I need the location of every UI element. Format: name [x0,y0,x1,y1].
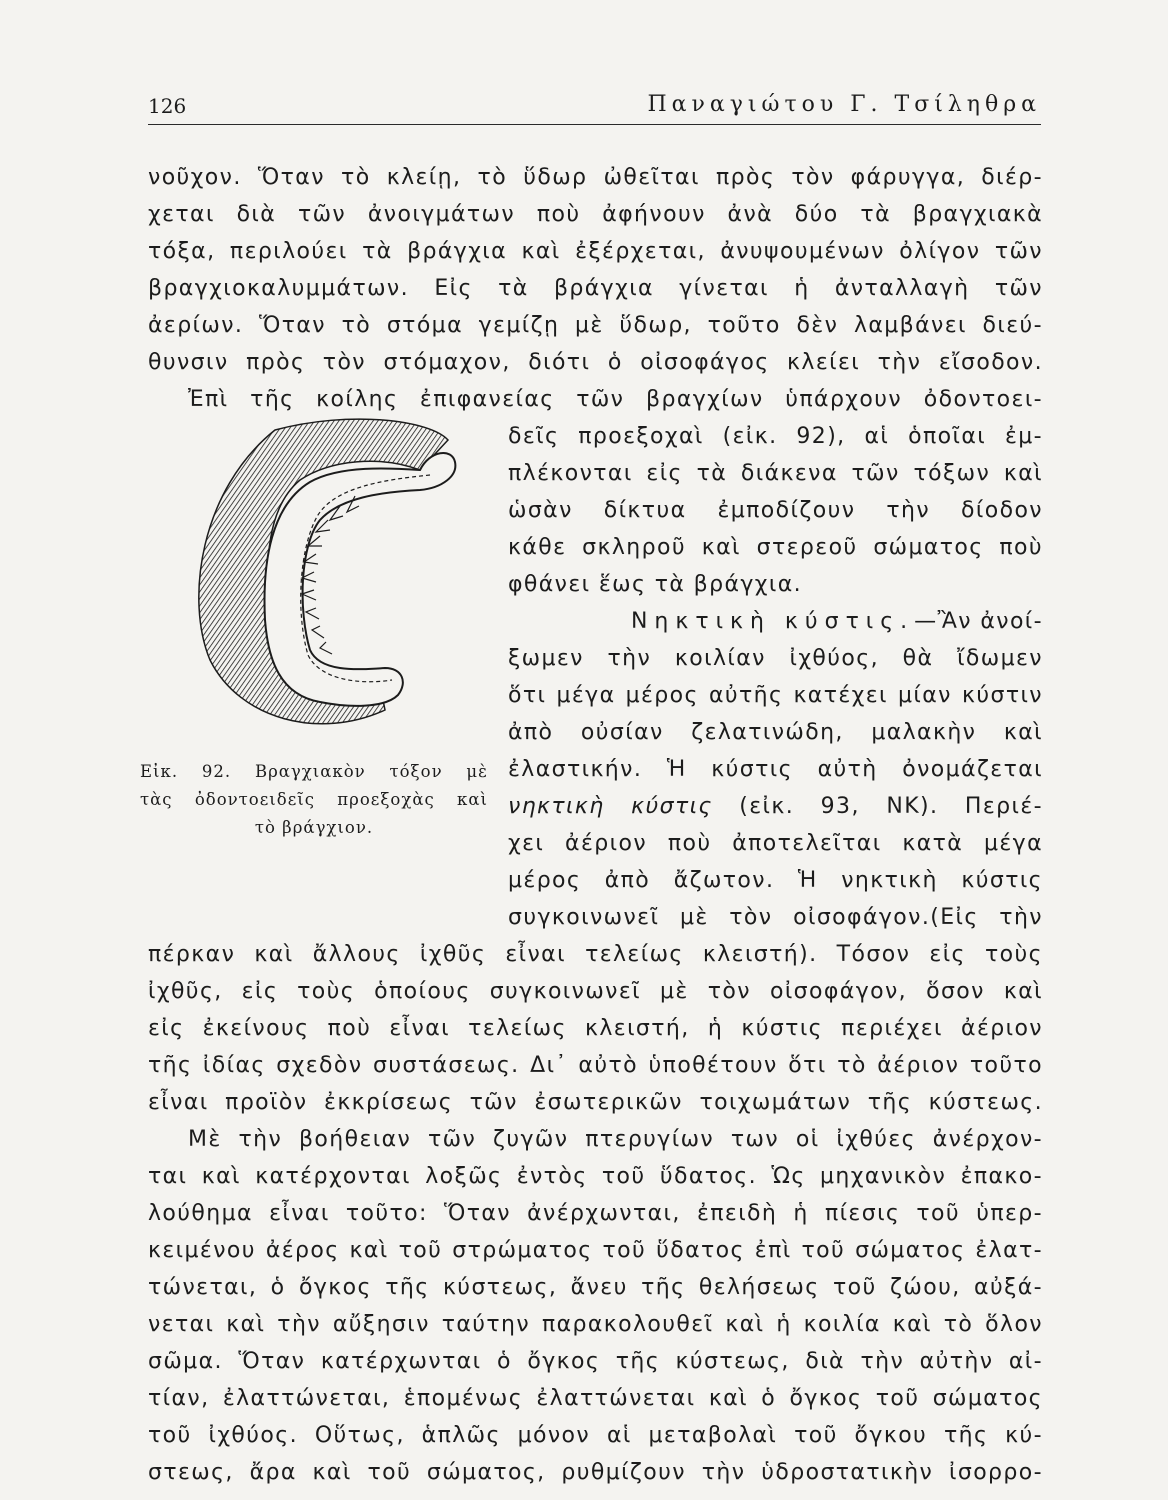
body-line: ὅτι μέγα μέρος αὐτῆς κατέχει μίαν κύστιν [508,683,1043,708]
paragraph-start-line: Ἐπὶ τῆς κοίλης ἐπιφανείας τῶν βραγχίων ὑπάρχουν ὀδοντοει- [188,387,1043,412]
body-line: βραγχιοκαλυμμάτων. Εἰς τὰ βράγχια γίνεται ἡ ἀνταλλαγὴ τῶν [148,276,1043,301]
body-line: εἶναι προϊὸν ἐκκρίσεως τῶν ἐσωτερικῶν τοιχωμάτων τῆς κύστεως. [148,1090,1043,1115]
body-line: ὡσὰν δίκτυα ἐμποδίζουν τὴν δίοδον [508,498,1043,523]
body-line: ξωμεν τὴν κοιλίαν ἰχθύος, θὰ ἴδωμεν [508,646,1043,671]
body-line: μέρος ἀπὸ ἄζωτον. Ἡ νηκτικὴ κύστις [508,868,1043,893]
body-line: τῆς ἰδίας σχεδὸν συστάσεως. Δι᾽ αὐτὸ ὑποθέτουν ὅτι τὸ ἀέριον τοῦτο [148,1053,1043,1078]
page-header [148,94,1041,125]
term-italic: νηκτικὴ κύστις [508,794,713,819]
body-line: τώνεται, ὁ ὄγκος τῆς κύστεως, ἄνευ τῆς θελήσεως τοῦ ζώου, αὐξά- [148,1275,1043,1300]
section-heading-line [548,604,1043,640]
figure-caption [140,758,488,842]
caption-line: τὰς ὀδοντοειδεῖς προεξοχὰς καὶ [140,790,488,809]
body-line: θυνσιν πρὸς τὸν στόμαχον, διότι ὁ οἰσοφάγος κλείει τὴν εἴσοδον. [148,350,1043,375]
body-line: κάθε σκληροῦ καὶ στερεοῦ σώματος ποὺ [508,535,1043,560]
running-head: Παναγιώτου Γ. Τσίληθρα [647,92,1041,117]
page-number: 126 [148,94,187,118]
body-line: πλέκονται εἰς τὰ διάκενα τῶν τόξων καὶ [508,461,1043,486]
gill-arch-illustration [180,410,470,740]
body-line: ἀερίων. Ὅταν τὸ στόμα γεμίζῃ μὲ ὕδωρ, τοῦτο δὲν λαμβάνει διεύ- [148,313,1043,338]
body-line: ἰχθῦς, εἰς τοὺς ὁποίους συγκοινωνεῖ μὲ τὸν οἰσοφάγον, ὅσον καὶ [148,979,1043,1004]
body-line: συγκοινωνεῖ μὲ τὸν οἰσοφάγον.(Εἰς τὴν [508,905,1043,930]
body-line: φθάνει ἕως τὰ βράγχια. [508,572,803,597]
body-line: πέρκαν καὶ ἄλλους ἰχθῦς εἶναι τελείως κλειστή). Τόσον εἰς τοὺς [148,942,1043,967]
body-line: ἐλαστικήν. Ἡ κύστις αὐτὴ ὀνομάζεται [508,757,1043,782]
paragraph-start-line: Μὲ τὴν βοήθειαν τῶν ζυγῶν πτερυγίων των οἱ ἰχθύες ἀνέρχον- [188,1127,1043,1152]
body-line: νεται καὶ τὴν αὔξησιν ταύτην παρακολουθεῖ καὶ ἡ κοιλία καὶ τὸ ὅλον [148,1312,1043,1337]
body-line: εἰς ἐκείνους ποὺ εἶναι τελείως κλειστή, ἡ κύστις περιέχει ἀέριον [148,1016,1043,1041]
body-line: χεται διὰ τῶν ἀνοιγμάτων ποὺ ἀφήνουν ἀνὰ δύο τὰ βραγχιακὰ [148,202,1043,227]
body-line: σῶμα. Ὅταν κατέρχωνται ὁ ὄγκος τῆς κύστεως, διὰ τὴν αὐτὴν αἰ- [148,1349,1043,1374]
section-heading: Νηκτικὴ κύστις. [630,609,915,634]
body-line: κειμένου ἀέρος καὶ τοῦ στρώματος τοῦ ὕδατος ἐπὶ τοῦ σώματος ἐλατ- [148,1238,1043,1263]
caption-line: Εἰκ. 92. Βραγχιακὸν τόξον μὲ [140,762,488,781]
caption-line: τὸ βράγχιον. [254,818,374,837]
section-lead: —Ἂν ἀνοί- [914,609,1043,634]
body-line: τίαν, ἐλαττώνεται, ἑπομένως ἐλαττώνεται καὶ ὁ ὄγκος τοῦ σώματος [148,1386,1043,1411]
body-line: ἀπὸ οὐσίαν ζελατινώδη, μαλακὴν καὶ [508,720,1043,745]
term-line [508,789,1043,825]
term-rest: (εἰκ. 93, ΝΚ). Περιέ- [712,794,1043,819]
body-line: δεῖς προεξοχαὶ (εἰκ. 92), αἱ ὁποῖαι ἐμ- [508,424,1043,449]
body-line: τοῦ ἰχθύος. Οὕτως, ἁπλῶς μόνον αἱ μεταβολαὶ τοῦ ὄγκου τῆς κύ- [148,1423,1043,1448]
body-line: χει ἀέριον ποὺ ἀποτελεῖται κατὰ μέγα [508,831,1043,856]
body-line: στεως, ἄρα καὶ τοῦ σώματος, ρυθμίζουν τὴν ὑδροστατικὴν ἰσορρο- [148,1460,1043,1485]
body-line: λούθημα εἶναι τοῦτο: Ὅταν ἀνέρχωνται, ἐπειδὴ ἡ πίεσις τοῦ ὑπερ- [148,1201,1043,1226]
body-line: ται καὶ κατέρχονται λοξῶς ἐντὸς τοῦ ὕδατος. Ὡς μηχανικὸν ἐπακο- [148,1164,1043,1189]
body-line: τόξα, περιλούει τὰ βράγχια καὶ ἐξέρχεται, ἀνυψουμένων ὀλίγον τῶν [148,239,1043,264]
body-line: νοῦχον. Ὅταν τὸ κλείῃ, τὸ ὕδωρ ὠθεῖται πρὸς τὸν φάρυγγα, διέρ- [148,165,1043,190]
